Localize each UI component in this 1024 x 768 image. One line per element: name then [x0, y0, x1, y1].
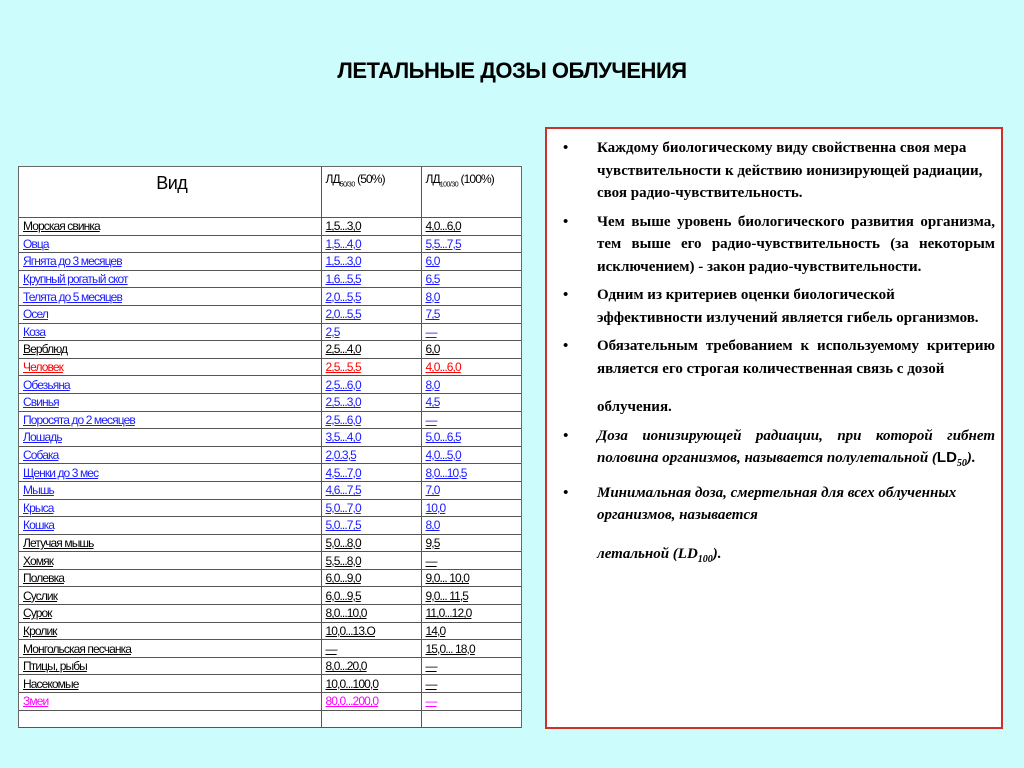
species-cell: Летучая мышь	[19, 534, 321, 552]
species-cell: Морская свинка	[19, 218, 321, 236]
ld50-subscript: 50	[956, 458, 967, 469]
ld50-cell: 4,5...7,0	[321, 464, 421, 482]
bullet-dose-relation-end: облучения.	[597, 399, 672, 415]
ld100-cell: 4,0...5,0	[421, 446, 521, 464]
page-title: ЛЕТАЛЬНЫЕ ДОЗЫ ОБЛУЧЕНИЯ	[337, 58, 687, 83]
species-cell: Крупный рогатый скот	[19, 270, 321, 288]
table-row	[19, 481, 521, 499]
ld100-subscript: 100	[697, 553, 713, 565]
species-cell: Сурок	[19, 605, 321, 623]
table-row	[19, 517, 521, 535]
empty-cell	[321, 710, 421, 728]
header-ld100-prefix: ЛД	[425, 172, 440, 186]
table-row	[19, 446, 521, 464]
ld50-cell: 6,0...9,0	[321, 569, 421, 587]
ld100-cell: 4,0...6,0	[421, 358, 521, 376]
ld50-cell: 2,5	[321, 323, 421, 341]
ld100-cell: 14,0	[421, 622, 521, 640]
header-ld50	[321, 167, 421, 218]
species-cell: Полевка	[19, 569, 321, 587]
ld100-cell: 8,0	[421, 376, 521, 394]
ld50-cell: 6,0...9,5	[321, 587, 421, 605]
bullet-ld50-definition	[553, 425, 995, 476]
table-row	[19, 341, 521, 359]
ld100-cell: 6,0	[421, 253, 521, 271]
ld100-cell: 6,5	[421, 270, 521, 288]
ld100-cell: 9,0... 10,0	[421, 569, 521, 587]
ld50-end: ).	[966, 450, 976, 466]
ld100-cell: 7,0	[421, 481, 521, 499]
ld50-cell: 10,0...100,0	[321, 675, 421, 693]
species-cell: Хомяк	[19, 552, 321, 570]
header-ld100-sub: 100/30	[439, 181, 459, 189]
explanation-panel	[545, 127, 1003, 729]
table-row	[19, 235, 521, 253]
species-cell: Свинья	[19, 393, 321, 411]
table-row	[19, 270, 521, 288]
ld100-cell: 6,0	[421, 341, 521, 359]
table-row	[19, 464, 521, 482]
ld50-cell: 2,0...5,5	[321, 288, 421, 306]
ld50-cell: 2,0...5,5	[321, 305, 421, 323]
species-cell: Крыса	[19, 499, 321, 517]
ld50-cell: 8,0...20,0	[321, 657, 421, 675]
bullet-ld100-definition	[553, 482, 995, 572]
table-row	[19, 218, 521, 236]
ld100-cell: 9,5	[421, 534, 521, 552]
species-cell: Коза	[19, 323, 321, 341]
header-species: Вид	[19, 167, 321, 218]
table-body	[19, 218, 521, 728]
table-row	[19, 605, 521, 623]
ld100-cell: 9,0... 11,5	[421, 587, 521, 605]
dose-table	[19, 167, 521, 728]
ld50-cell: 2,5...6,0	[321, 376, 421, 394]
bullet-dose-relation	[553, 335, 995, 419]
ld50-cell: —	[321, 640, 421, 658]
table-header-row	[19, 167, 521, 218]
species-cell: Птицы, рыбы	[19, 657, 321, 675]
ld50-cell: 2,5...6,0	[321, 411, 421, 429]
lethal-dose-table	[18, 166, 522, 728]
ld50-cell: 2,5...3,0	[321, 393, 421, 411]
table-row	[19, 640, 521, 658]
ld50-cell: 5,5...8,0	[321, 552, 421, 570]
header-ld100	[421, 167, 521, 218]
ld100-cell: 11,0...12,0	[421, 605, 521, 623]
table-row	[19, 534, 521, 552]
ld100-cell: 7,5	[421, 305, 521, 323]
table-row	[19, 693, 521, 711]
table-row	[19, 376, 521, 394]
ld50-cell: 1,5...4,0	[321, 235, 421, 253]
ld100-definition-text: Минимальная доза, смертельная для всех облученных организмов, называется	[597, 484, 957, 523]
species-cell: Суслик	[19, 587, 321, 605]
ld50-cell: 10,0...13.О	[321, 622, 421, 640]
species-cell: Собака	[19, 446, 321, 464]
header-ld50-sub: 50/30	[339, 181, 355, 189]
ld50-cell: 5,0...7,5	[321, 517, 421, 535]
table-row	[19, 305, 521, 323]
species-cell: Овца	[19, 235, 321, 253]
species-cell: Змеи	[19, 693, 321, 711]
species-cell: Монгольская песчанка	[19, 640, 321, 658]
ld100-cell: 4,5	[421, 393, 521, 411]
ld50-cell: 1,6...5,5	[321, 270, 421, 288]
ld100-cell: 5,0...6,5	[421, 429, 521, 447]
table-row	[19, 622, 521, 640]
table-row-empty	[19, 710, 521, 728]
ld50-cell: 2,0.3,5	[321, 446, 421, 464]
table-row	[19, 569, 521, 587]
species-cell: Ягнята до 3 месяцев	[19, 253, 321, 271]
bullet-species-sensitivity: • Каждому биологическому виду свойственна своя мера чувствительности к действию ионизирующей радиации, своя радио-чувствительность.	[553, 137, 995, 205]
ld50-cell: 2,5...4,0	[321, 341, 421, 359]
species-cell: Телята до 5 месяцев	[19, 288, 321, 306]
table-row	[19, 253, 521, 271]
table-row	[19, 411, 521, 429]
table-row	[19, 657, 521, 675]
header-ld50-suffix: (50%)	[354, 172, 385, 186]
bullet-criteria: • Одним из критериев оценки биологической эффективности излучений является гибель организмов.	[553, 284, 995, 329]
species-cell: Кошка	[19, 517, 321, 535]
ld50-cell: 5,0...8,0	[321, 534, 421, 552]
table-row	[19, 552, 521, 570]
species-cell: Человек	[19, 358, 321, 376]
species-cell: Обезьяна	[19, 376, 321, 394]
ld100-word: летальной (LD	[597, 545, 698, 562]
ld100-cell: —	[421, 323, 521, 341]
table-row	[19, 323, 521, 341]
ld100-cell: —	[421, 411, 521, 429]
ld100-cell: 4,0...6,0	[421, 218, 521, 236]
ld100-cell: —	[421, 657, 521, 675]
ld50-cell: 5,0...7,0	[321, 499, 421, 517]
species-cell: Верблюд	[19, 341, 321, 359]
ld100-end: ).	[712, 545, 722, 562]
table-row	[19, 587, 521, 605]
ld50-cell: 1,5...3,0	[321, 253, 421, 271]
ld50-symbol: LD	[936, 449, 957, 466]
ld100-cell: —	[421, 552, 521, 570]
ld100-cell: 8,0	[421, 288, 521, 306]
table-row	[19, 499, 521, 517]
bullet-radiosensitivity-law: • Чем выше уровень биологического развития организма, тем выше его радио-чувствительность (за некоторым исключением) - закон радио-чувствительности.	[553, 211, 995, 279]
ld100-cell: 8,0	[421, 517, 521, 535]
header-ld50-prefix: ЛД	[325, 172, 340, 186]
table-row	[19, 288, 521, 306]
table-row	[19, 358, 521, 376]
ld50-cell: 4,6...7,5	[321, 481, 421, 499]
table-row	[19, 675, 521, 693]
bullet-dose-relation-text: Обязательным требованием к используемому критерию является его строгая количественная связь с дозой	[597, 338, 995, 377]
table-row	[19, 429, 521, 447]
empty-cell	[19, 710, 321, 728]
ld100-cell: 8,0...10,5	[421, 464, 521, 482]
ld50-definition-text: Доза ионизирующей радиации, при которой гибнет половина организмов, называется полулетальной (	[597, 427, 995, 466]
ld50-cell: 3,5...4,0	[321, 429, 421, 447]
ld50-cell: 80,0...200,0	[321, 693, 421, 711]
species-cell: Осел	[19, 305, 321, 323]
header-ld100-suffix: (100%)	[458, 172, 494, 186]
ld100-cell: 10,0	[421, 499, 521, 517]
ld50-cell: 1,5...3,0	[321, 218, 421, 236]
species-cell: Лошадь	[19, 429, 321, 447]
ld50-cell: 2,5...5,5	[321, 358, 421, 376]
ld100-cell: 5,5...7,5	[421, 235, 521, 253]
ld100-cell: —	[421, 693, 521, 711]
ld100-cell: —	[421, 675, 521, 693]
species-cell: Поросята до 2 месяцев	[19, 411, 321, 429]
species-cell: Кролик	[19, 622, 321, 640]
species-cell: Мышь	[19, 481, 321, 499]
species-cell: Насекомые	[19, 675, 321, 693]
ld50-cell: 8,0...10,0	[321, 605, 421, 623]
ld100-cell: 15,0... 18,0	[421, 640, 521, 658]
table-row	[19, 393, 521, 411]
empty-cell	[421, 710, 521, 728]
species-cell: Щенки до 3 мес	[19, 464, 321, 482]
